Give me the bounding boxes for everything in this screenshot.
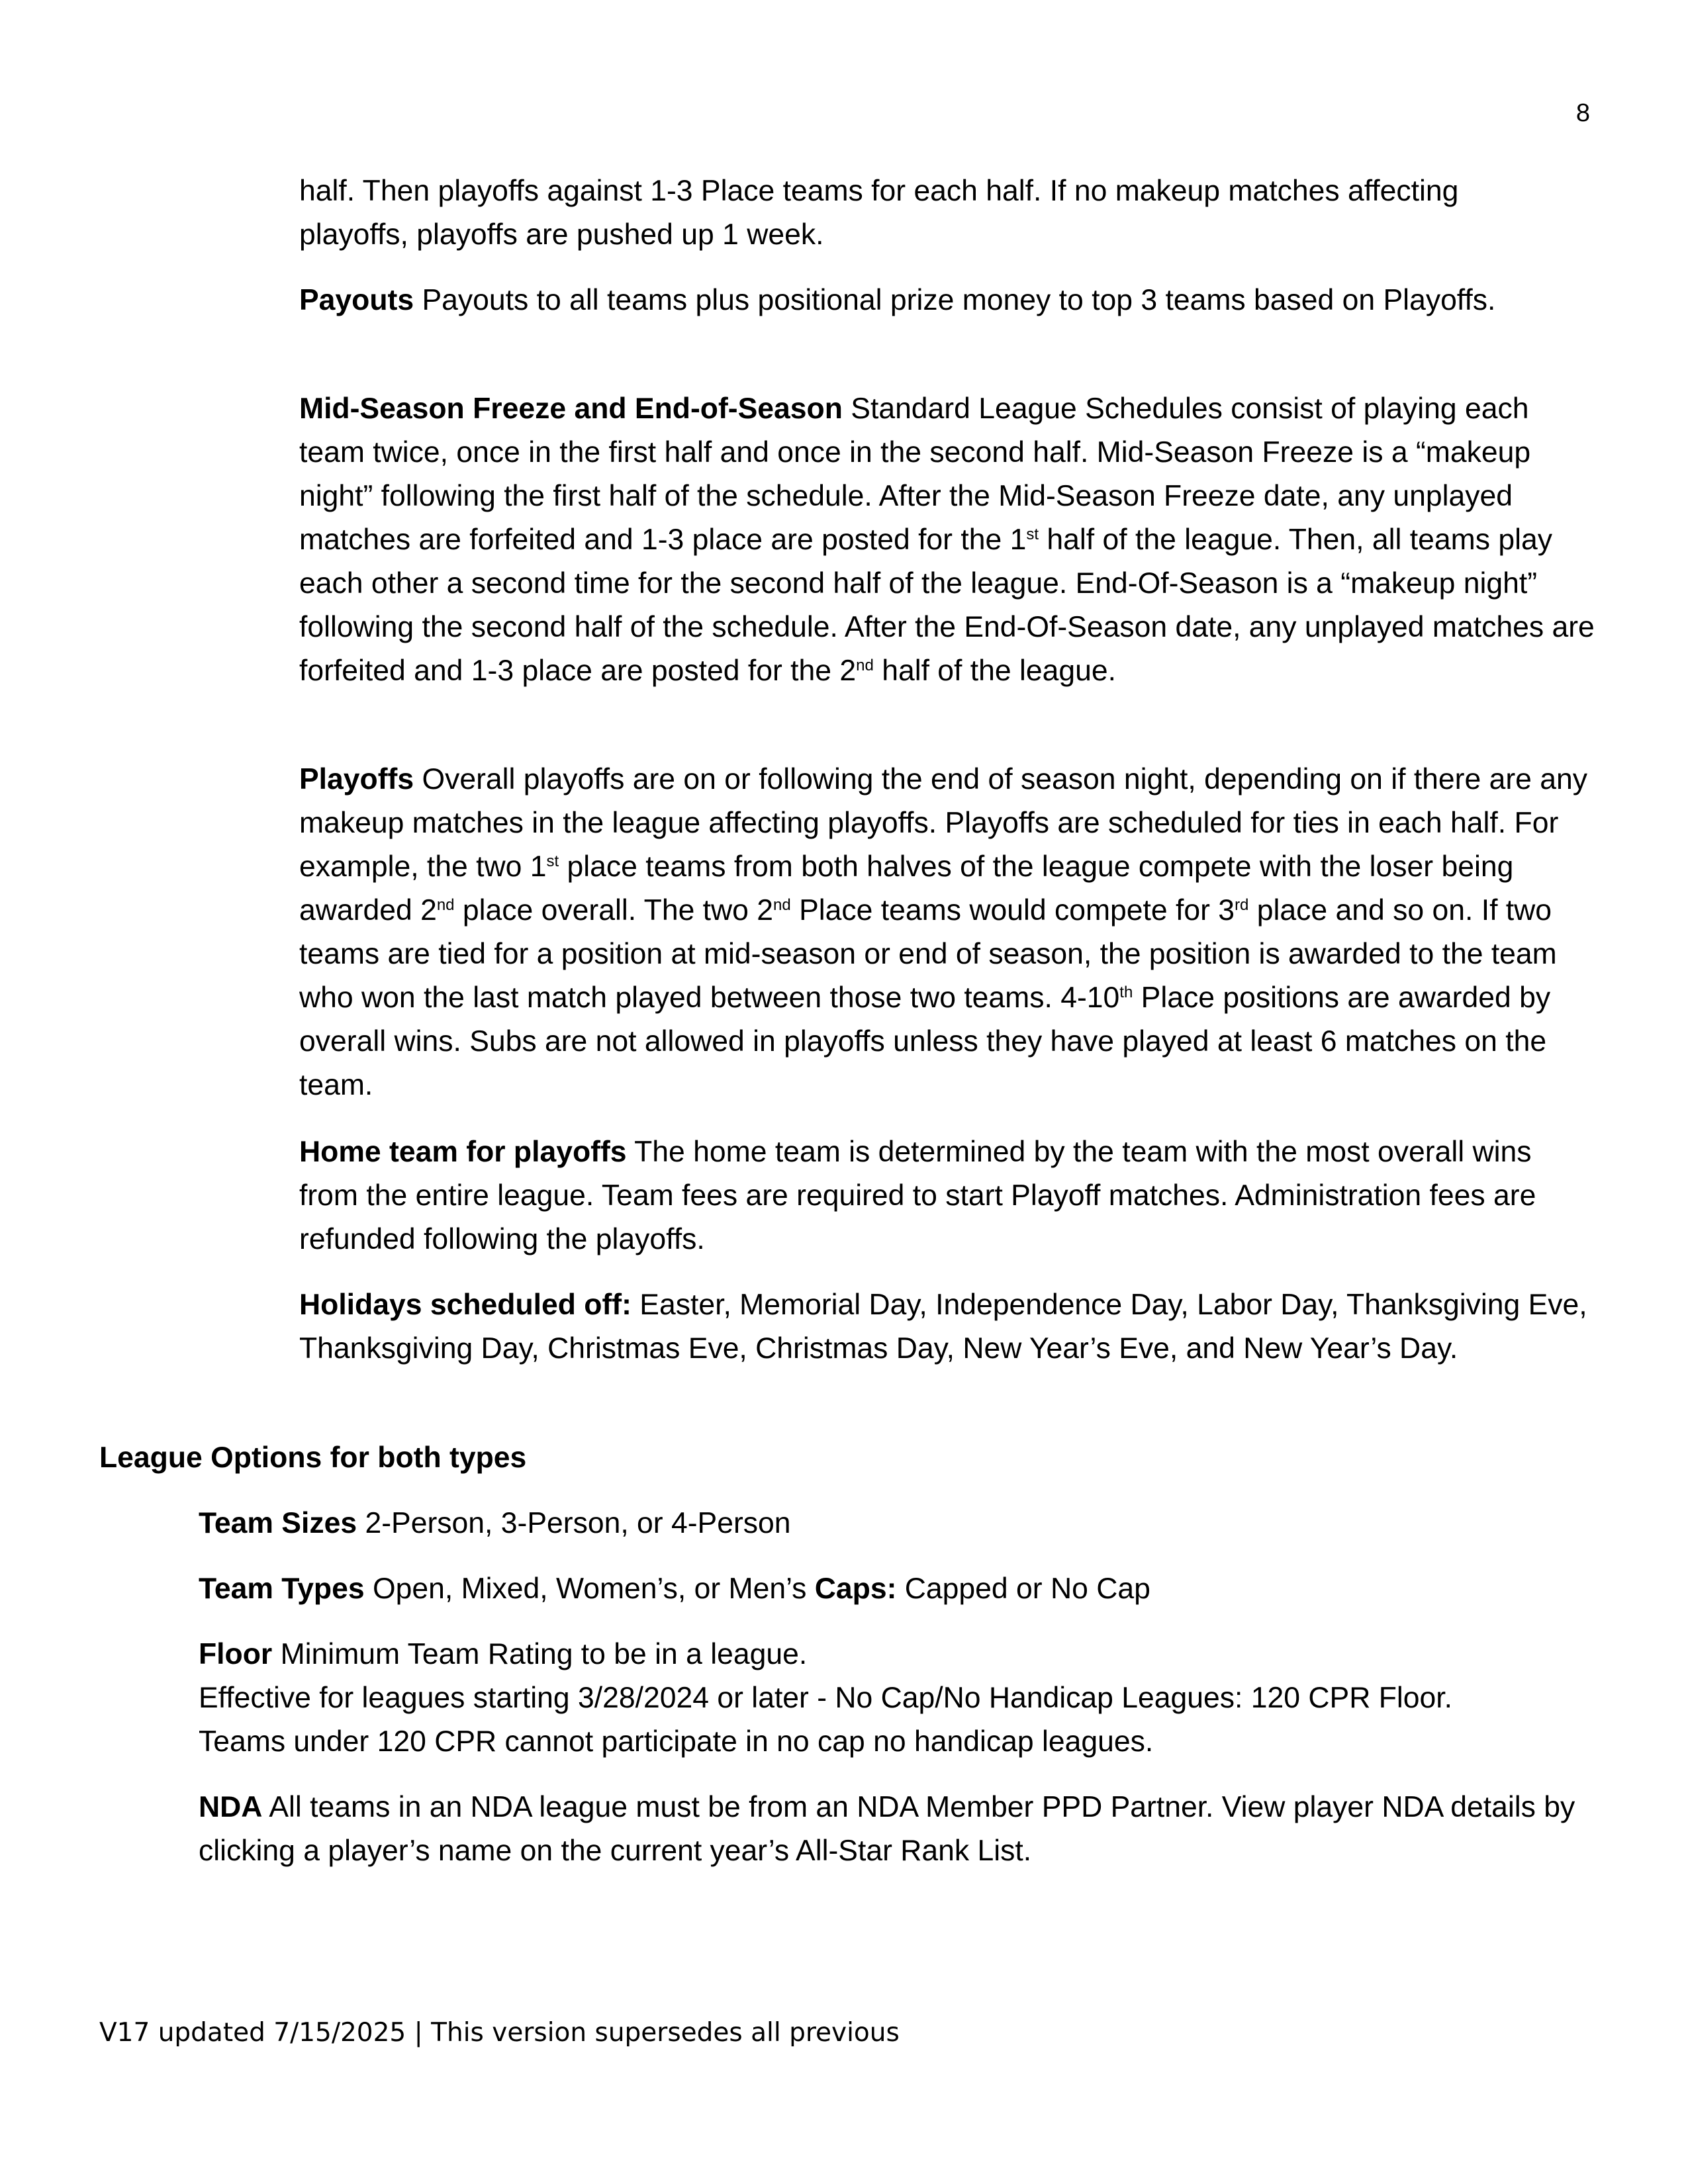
floor-paragraph (199, 1633, 1595, 1764)
floor-label: Floor (199, 1638, 273, 1670)
playoffs-label: Playoffs (299, 763, 414, 796)
league-options-heading: League Options for both types (99, 1441, 527, 1474)
home-team-label: Home team for playoffs (299, 1136, 627, 1168)
floor-restriction-line: Teams under 120 CPR cannot participate in no cap no handicap leagues. (199, 1725, 1154, 1758)
team-sizes-paragraph (199, 1502, 1595, 1545)
playoffs-text-3: place overall. The two 2 (454, 894, 774, 927)
home-team-paragraph (299, 1130, 1597, 1261)
team-types-label: Team Types (199, 1572, 365, 1605)
playoffs-text-5: place and so on. If two teams are tied for a position at mid-season or end of season, the position is awarded to the team who won the last match played between those two teams. 4-10 (299, 894, 1557, 1014)
nda-text: All teams in an NDA league must be from an NDA Member PPD Partner. View player NDA details by clicking a player’s name on the current year’s All-Star Rank List. (199, 1791, 1575, 1867)
continuation-line-1: half. Then playoffs against 1-3 Place teams for each half. If no makeup matches affecting (299, 175, 1459, 207)
playoffs-superscript-1: st (546, 852, 559, 870)
team-types-text: Open, Mixed, Women’s, or Men’s (364, 1572, 815, 1605)
playoffs-text-6: Place positions are awarded by overall wins. Subs are not allowed in playoffs unless they have played at least 6 matches on the team. (299, 981, 1551, 1101)
playoffs-text-2: place teams from both halves of the league compete with the loser being awarded 2 (299, 850, 1514, 927)
freeze-label: Mid-Season Freeze and End-of-Season (299, 392, 843, 425)
playoffs-superscript-5: th (1119, 983, 1133, 1001)
caps-text: Capped or No Cap (896, 1572, 1150, 1605)
caps-label: Caps: (814, 1572, 897, 1605)
playoffs-superscript-4: rd (1235, 896, 1249, 914)
freeze-superscript-2: nd (856, 657, 874, 674)
continuation-paragraph (299, 169, 1597, 257)
freeze-text-3: half of the league. (873, 655, 1116, 687)
payouts-label: Payouts (299, 284, 414, 316)
freeze-superscript-1: st (1026, 525, 1039, 543)
holidays-label: Holidays scheduled off: (299, 1289, 632, 1321)
page-number: 8 (1575, 99, 1590, 127)
playoffs-text-4: Place teams would compete for 3 (790, 894, 1235, 927)
freeze-paragraph (299, 387, 1597, 693)
payouts-text: Payouts to all teams plus positional prize money to top 3 teams based on Playoffs. (414, 284, 1496, 316)
freeze-text-2: half of the league. Then, all teams play each other a second time for the second half of the league. End-Of-Season is a “makeup night” following the second half of the schedule. After the End-Of-Season date, any unplayed matches are forfeited and 1-3 place are posted for the 2 (299, 523, 1595, 687)
continuation-line-2: playoffs, playoffs are pushed up 1 week. (299, 218, 824, 251)
floor-effective-line: Effective for leagues starting 3/28/2024 or later - No Cap/No Handicap Leagues: 120 CPR Floor. (199, 1682, 1452, 1714)
footer-version-note: V17 updated 7/15/2025 | This version supersedes all previous (99, 2018, 900, 2048)
freeze-text-1: Standard League Schedules consist of playing each team twice, once in the first half and once in the second half. Mid-Season Freeze is a “makeup night” following the first half of the schedule. After the Mid-Season Freeze date, any unplayed matches are forfeited and 1-3 place are posted for the 1 (299, 392, 1531, 556)
playoffs-superscript-2: nd (436, 896, 455, 914)
playoffs-paragraph (299, 758, 1597, 1107)
playoffs-text-1: Overall playoffs are on or following the end of season night, depending on if there are any makeup matches in the league affecting playoffs. Playoffs are scheduled for ties in each half. For example, the two 1 (299, 763, 1588, 883)
team-sizes-label: Team Sizes (199, 1507, 357, 1539)
holidays-text: Easter, Memorial Day, Independence Day, Labor Day, Thanksgiving Eve, Thanksgiving Day, Christmas Eve, Christmas Day, New Year’s Eve, and New Year’s Day. (299, 1289, 1587, 1365)
team-types-paragraph (199, 1567, 1595, 1611)
home-team-text: The home team is determined by the team with the most overall wins from the entire league. Team fees are required to start Playoff matches. Administration fees are refunded following the playoffs. (299, 1136, 1536, 1255)
team-sizes-text: 2-Person, 3-Person, or 4-Person (357, 1507, 791, 1539)
floor-text: Minimum Team Rating to be in a league. (272, 1638, 808, 1670)
playoffs-superscript-3: nd (773, 896, 791, 914)
nda-paragraph (199, 1786, 1595, 1873)
payouts-paragraph (299, 279, 1597, 322)
nda-label: NDA (199, 1791, 263, 1823)
holidays-paragraph (299, 1283, 1597, 1371)
